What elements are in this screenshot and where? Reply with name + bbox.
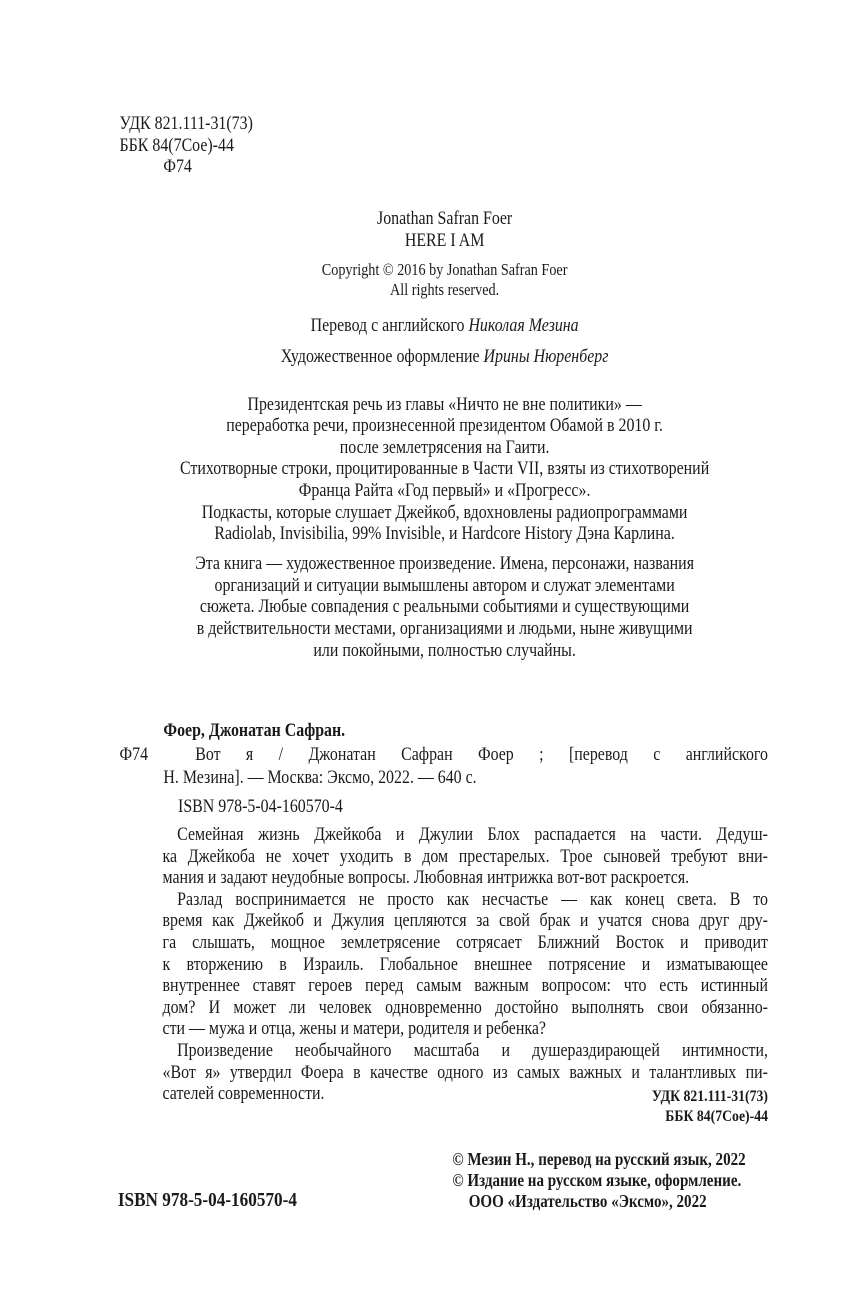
design-label: Художественное оформление <box>280 347 480 367</box>
original-title: HERE I AM <box>404 231 485 251</box>
annotation-line: к вторжению в Израиль. Глобальное внешнее потрясение и изматывающее <box>162 954 768 975</box>
note-line: Подкасты, которые слушает Джейкоб, вдохновлены радиопрограммами <box>201 503 688 523</box>
original-author: Jonathan Safran Foer <box>377 209 513 229</box>
annotation-line: внутреннее ставят героев перед самым важным вопросом: что есть истинный <box>162 976 768 997</box>
disclaimer-line: или покойными, полностью случайны. <box>313 641 576 661</box>
catalog-mark: Ф74 <box>119 745 149 765</box>
annotation-line: «Вот я» утвердил Фоера в качестве одного из самых важных и талантливых пи- <box>162 1062 768 1083</box>
translation-credit <box>101 316 789 337</box>
translation-label: Перевод с английского <box>310 316 465 336</box>
catalog-entry-line: Н. Мезина]. — Москва: Эксмо, 2022. — 640 с. <box>163 768 477 788</box>
publisher-copyright: ООО «Издательство «Эксмо», 2022 <box>468 1191 707 1211</box>
catalog-isbn: ISBN 978-5-04-160570-4 <box>178 797 343 817</box>
disclaimer-line: Эта книга — художественное произведение. Имена, персонажи, названия <box>195 554 695 574</box>
disclaimer-line: в действительности местами, организациями и людьми, ныне живущими <box>196 619 693 639</box>
note-line: переработка речи, произнесенной президентом Обамой в 2010 г. <box>226 416 664 436</box>
annotation-line: мания и задают неудобные вопросы. Любовная интрижка вот-вот раскроется. <box>162 868 690 889</box>
translation-copyright: © Мезин Н., перевод на русский язык, 2022 <box>452 1149 746 1169</box>
catalog-entry-line: Вот я / Джонатан Сафран Фоер ; [перевод с английского <box>195 745 768 765</box>
annotation-line: время как Джейкоб и Джулия цепляются за свой брак и учатся снова друг дру- <box>162 911 768 932</box>
author-mark: Ф74 <box>163 157 192 177</box>
translator-name: Николая Мезина <box>468 316 579 336</box>
designer-name: Ирины Нюренберг <box>483 347 609 367</box>
annotation-line: Произведение необычайного масштаба и душераздирающей интимности, <box>177 1041 768 1061</box>
note-line: Radiolab, Invisibilia, 99% Invisible, и Hardcore History Дэна Карлина. <box>214 524 675 544</box>
note-line: после землетрясения на Гаити. <box>339 438 550 458</box>
footer-isbn: ISBN 978-5-04-160570-4 <box>117 1189 297 1211</box>
annotation-line: Семейная жизнь Джейкоба и Джулии Блох распадается на части. Дедуш- <box>177 825 768 845</box>
note-line: Стихотворные строки, процитированные в Части VII, взяты из стихотворений <box>180 459 710 479</box>
edition-copyright: © Издание на русском языке, оформление. <box>452 1170 742 1190</box>
bbk-code: ББК 84(7Сое)-44 <box>119 136 234 156</box>
original-copyright: Copyright © 2016 by Jonathan Safran Foer <box>321 260 568 279</box>
design-credit <box>101 347 789 368</box>
catalog-bbk: ББК 84(7Сое)-44 <box>665 1108 768 1125</box>
disclaimer-line: сюжета. Любые совпадения с реальными событиями и существующими <box>199 597 690 617</box>
udk-code: УДК 821.111-31(73) <box>119 114 253 134</box>
annotation-line: сателей современности. <box>162 1084 325 1105</box>
annotation-line: ка Джейкоба не хочет уходить в дом престарелых. Трое сыновей требуют вни- <box>162 846 768 867</box>
note-line: Франца Райта «Год первый» и «Прогресс». <box>298 481 591 501</box>
catalog-author-heading: Фоер, Джонатан Сафран. <box>163 721 346 741</box>
disclaimer-line: организаций и ситуации вымышлены автором и служат элементами <box>214 576 675 596</box>
annotation-line: Разлад воспринимается не просто как несчастье — как конец света. В то <box>177 889 768 910</box>
annotation-line: сти — мужа и отца, жены и матери, родителя и ребенка? <box>162 1019 546 1040</box>
annotation-line: дом? И может ли человек одновременно достойно выполнять свои обязанно- <box>162 997 768 1018</box>
annotation-line: га слышать, мощное землетрясение сотрясает Ближний Восток и приводит <box>162 933 768 953</box>
note-line: Президентская речь из главы «Ничто не вне политики» — <box>247 395 642 415</box>
rights-reserved: All rights reserved. <box>390 280 500 299</box>
catalog-udk: УДК 821.111-31(73) <box>651 1088 768 1105</box>
